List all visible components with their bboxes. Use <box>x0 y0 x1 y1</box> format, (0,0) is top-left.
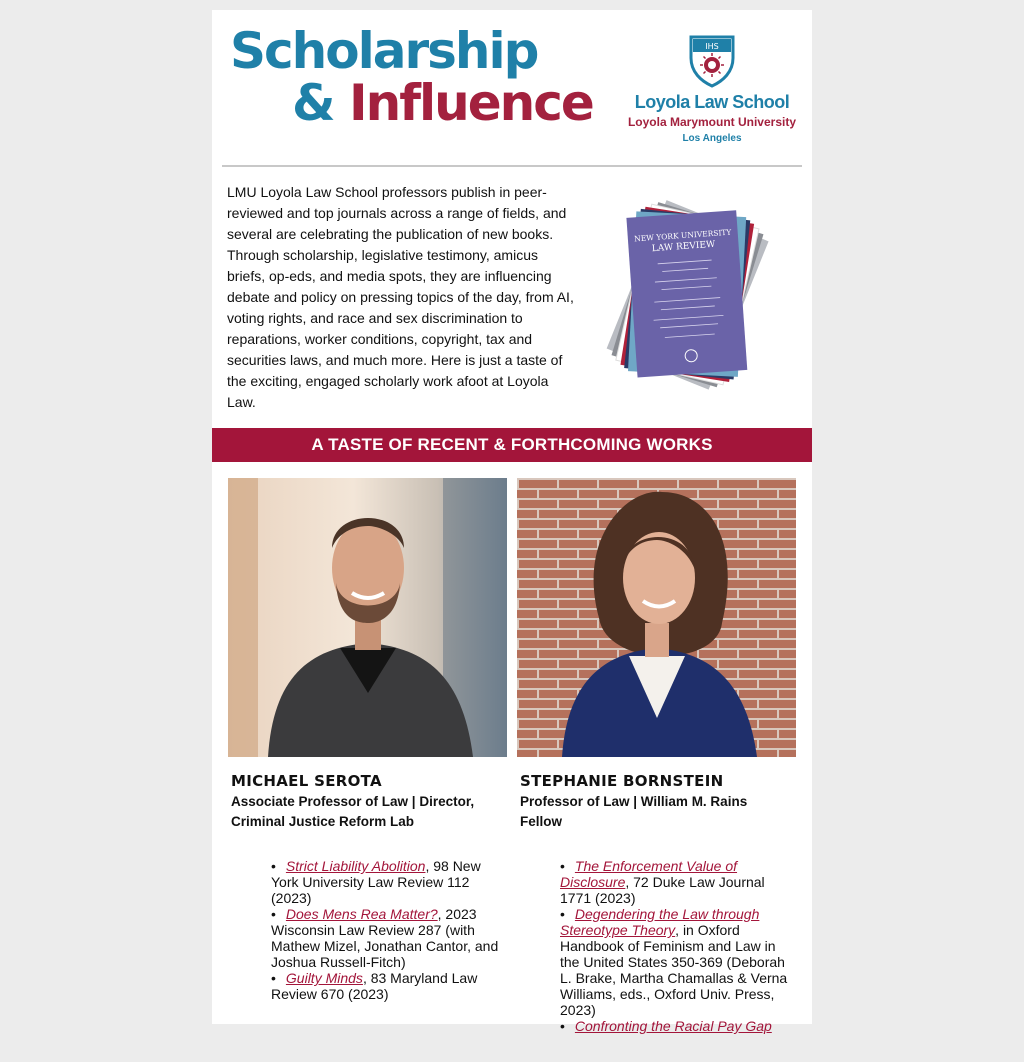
shield-icon <box>688 34 736 88</box>
works-list <box>271 858 507 1002</box>
work-link[interactable]: The Enforcement Value of Disclosure <box>560 858 738 890</box>
svg-text:IHS: IHS <box>705 42 719 51</box>
list-item <box>560 1018 796 1034</box>
work-link[interactable]: Confronting the Racial Pay Gap <box>574 1018 772 1034</box>
work-link[interactable]: Degendering the Law through Stereotype Theory <box>560 906 760 938</box>
list-item <box>271 858 507 906</box>
svg-text:NEW YORK UNIVERSITY: NEW YORK UNIVERSITY <box>633 227 732 244</box>
title-ampersand: & <box>292 74 334 132</box>
title-scholarship: Scholarship <box>230 22 538 80</box>
header <box>212 10 812 166</box>
intro-paragraph: LMU Loyola Law School professors publish in peer-reviewed and top journals across a range of fields, and several are celebrating the publication of new books. Through scholarship, legislative testimony, amicus briefs, op-eds, and media spots, they are influencing debate and policy on pressing topics of the day, from AI, voting rights, and race and sex discrimination to reparations, worker conditions, copyright, tax and securities laws, and much more. Here is just a taste of the exciting, engaged scholarly work afoot at Loyola Law. <box>227 184 574 410</box>
svg-text:LAW REVIEW: LAW REVIEW <box>651 239 716 255</box>
work-link[interactable]: Guilty Minds <box>285 970 363 986</box>
email-body <box>212 10 812 1034</box>
faculty-name: MICHAEL SEROTA <box>231 772 382 790</box>
loyola-logo[interactable] <box>622 34 802 144</box>
faculty-role: Professor of Law | William M. Rains Fellow <box>520 794 748 829</box>
faculty-card-bornstein <box>517 478 796 1034</box>
faculty-role: Associate Professor of Law | Director, Criminal Justice Reform Lab <box>231 794 475 829</box>
work-citation: , 83 Maryland Law Review 670 (2023) <box>271 970 478 1002</box>
work-citation: , in Oxford Handbook of Feminism and Law in the United States 350-369 (Deborah L. Brake, Martha Chamallas & Verna Williams, eds., Oxford Univ. Press, 2023) <box>560 922 788 1018</box>
photo-stephanie-bornstein <box>517 478 796 757</box>
list-item <box>271 906 507 970</box>
logo-university-name: Loyola Marymount University <box>627 115 797 129</box>
work-link[interactable]: Strict Liability Abolition <box>285 858 426 874</box>
logo-school-name: Loyola Law School <box>634 92 790 112</box>
work-citation: , 98 New York University Law Review 112 (2023) <box>271 858 481 906</box>
faculty-name: STEPHANIE BORNSTEIN <box>520 772 724 790</box>
title-influence-word: Influence <box>349 74 593 132</box>
faculty-card-serota <box>228 478 507 1002</box>
list-item <box>560 858 796 906</box>
faculty-section <box>212 462 812 1062</box>
logo-city: Los Angeles <box>682 133 742 144</box>
law-review-journals-image <box>590 196 790 396</box>
list-item <box>560 906 796 1018</box>
title-influence <box>292 74 593 132</box>
works-list <box>560 858 796 1034</box>
photo-michael-serota <box>228 478 507 757</box>
work-link[interactable]: Does Mens Rea Matter? <box>285 906 438 922</box>
section-banner: A TASTE OF RECENT & FORTHCOMING WORKS <box>212 428 812 462</box>
work-citation: , 72 Duke Law Journal 1771 (2023) <box>560 874 765 906</box>
intro-section <box>212 166 812 428</box>
list-item <box>271 970 507 1002</box>
work-citation: , 2023 Wisconsin Law Review 287 (with Mathew Mizel, Jonathan Cantor, and Joshua Russell-Fitch) <box>271 906 499 970</box>
